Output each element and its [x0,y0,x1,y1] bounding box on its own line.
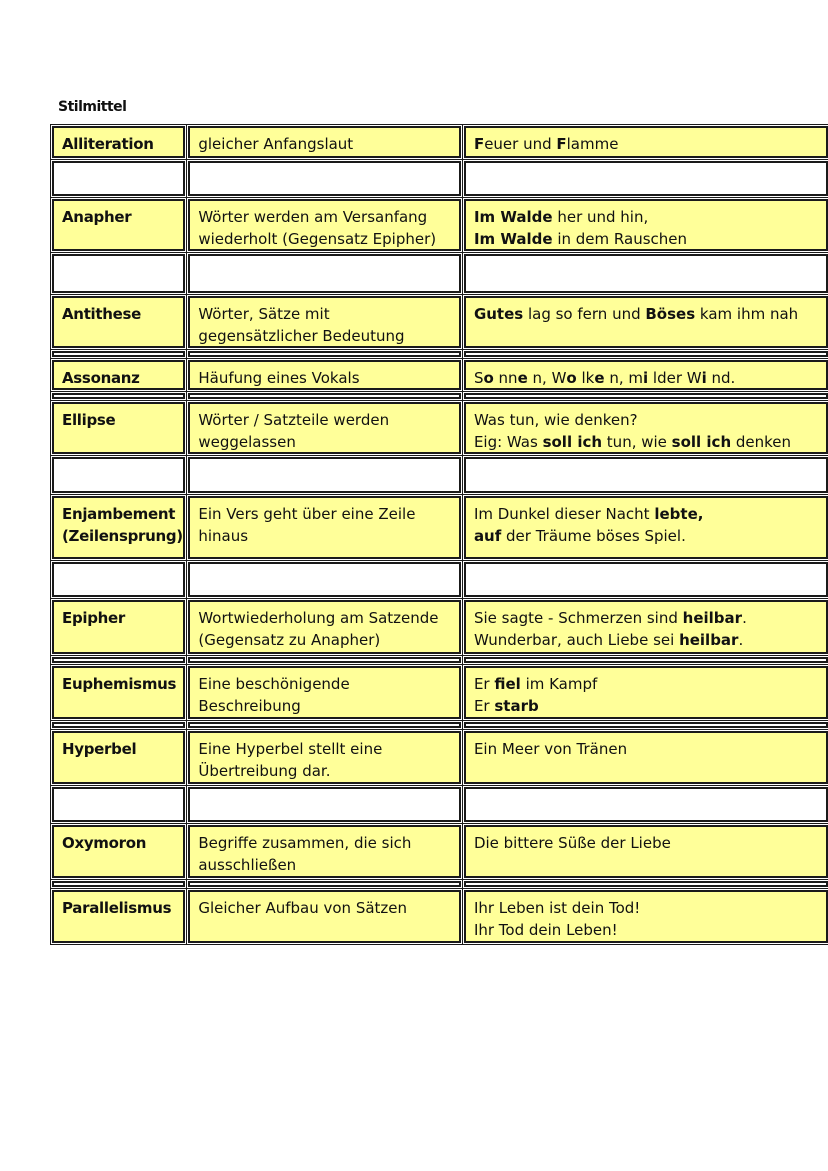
spacer-cell [188,562,461,597]
term-text: Assonanz [62,369,140,387]
spacer-row [52,722,828,728]
example-cell [464,825,828,878]
example-emphasis: i [642,369,649,387]
table-row [52,825,828,878]
spacer-cell [52,722,185,728]
example-text: kam ihm nah [695,305,799,323]
spacer-cell [464,787,828,822]
example-emphasis: o [483,369,494,387]
spacer-cell [464,351,828,357]
example-emphasis: Böses [645,305,696,323]
example-emphasis: heilbar [682,609,743,627]
example-text: nd. [706,369,736,387]
example-text: nn [493,369,518,387]
example-emphasis: Im Walde [473,208,553,226]
example-emphasis: auf [473,527,502,545]
example-text: lamme [566,135,619,153]
term-cell [52,126,185,158]
spacer-cell [52,161,185,196]
spacer-cell [52,254,185,293]
term-cell [52,890,185,943]
description-text: Wörter werden am Versanfang [198,208,428,226]
spacer-cell [188,722,461,728]
spacer-cell [188,161,461,196]
description-text: gegensätzlicher Bedeutung [198,327,405,345]
example-emphasis: e [517,369,528,387]
description-text: Ein Vers geht über eine Zeile [198,505,416,523]
description-text: weggelassen [198,433,296,451]
example-emphasis: soll ich [671,433,732,451]
spacer-row [52,881,828,887]
spacer-cell [52,351,185,357]
description-cell [188,825,461,878]
spacer-cell [52,562,185,597]
description-cell [188,360,461,390]
example-text: tun, wie [602,433,672,451]
example-emphasis: o [566,369,577,387]
table-row [52,126,828,158]
term-cell [52,825,185,878]
term-cell [52,402,185,454]
description-text: Wörter, Sätze mit [198,305,330,323]
example-line [474,525,819,547]
term-text: Antithese [62,305,142,323]
example-text: Wunderbar, auch Liebe sei [473,631,680,649]
term-cell [52,296,185,348]
example-text: Sie sagte - Schmerzen sind [473,609,683,627]
example-line [474,206,819,228]
example-emphasis: i [701,369,707,387]
description-cell [188,496,461,559]
term-text: Epipher [62,609,126,627]
example-cell [464,890,828,943]
spacer-cell [464,254,828,293]
example-emphasis: lebte, [654,505,704,523]
term-cell [52,731,185,784]
description-text: (Gegensatz zu Anapher) [198,631,381,649]
term-text: Hyperbel [62,740,137,758]
example-line [474,409,819,431]
example-line [474,738,819,760]
spacer-cell [52,457,185,493]
example-cell [464,496,828,559]
term-text: (Zeilensprung) [62,527,183,545]
description-cell [188,666,461,719]
spacer-cell [52,787,185,822]
example-line [474,607,819,629]
example-text: lk [576,369,595,387]
example-cell [464,126,828,158]
example-cell [464,731,828,784]
example-line [474,629,819,651]
spacer-cell [464,881,828,887]
example-text: lder W [648,369,702,387]
example-line [474,695,819,717]
example-text: im Kampf [520,675,598,693]
description-cell [188,199,461,251]
description-cell [188,731,461,784]
description-cell [188,600,461,654]
description-cell [188,126,461,158]
spacer-cell [464,393,828,399]
example-emphasis: starb [494,697,539,715]
example-text: denken [731,433,792,451]
term-text: Euphemismus [62,675,177,693]
term-cell [52,199,185,251]
example-emphasis: heilbar [679,631,739,649]
example-line [474,673,819,695]
spacer-cell [188,457,461,493]
example-emphasis: e [594,369,605,387]
table-row [52,666,828,719]
example-text: Ihr Leben ist dein Tod! [473,899,641,917]
spacer-cell [464,657,828,663]
example-text: . [742,609,747,627]
description-text: Beschreibung [198,697,301,715]
example-cell [464,296,828,348]
example-text: in dem Rauschen [552,230,687,248]
description-text: gleicher Anfangslaut [198,135,354,153]
example-line [474,897,819,919]
example-cell [464,600,828,654]
example-cell [464,199,828,251]
table-row [52,890,828,943]
spacer-cell [188,393,461,399]
example-line [474,228,819,250]
table-row [52,496,828,559]
example-cell [464,666,828,719]
term-cell [52,666,185,719]
description-text: Wörter / Satzteile werden [198,411,390,429]
term-cell [52,600,185,654]
description-cell [188,296,461,348]
spacer-cell [52,393,185,399]
stilmittel-table [52,126,828,946]
example-text: Er [473,675,495,693]
table-row [52,296,828,348]
spacer-cell [188,881,461,887]
example-emphasis: fiel [494,675,521,693]
description-text: Eine beschönigende [198,675,350,693]
table-row [52,360,828,390]
term-text: Oxymoron [62,834,147,852]
example-emphasis: Im Walde [473,230,553,248]
term-text: Ellipse [62,411,116,429]
example-text: Ihr Tod dein Leben! [473,921,618,939]
example-text: Er [473,697,495,715]
description-text: ausschließen [198,856,297,874]
spacer-cell [188,254,461,293]
description-text: Gleicher Aufbau von Sätzen [198,899,408,917]
spacer-cell [464,722,828,728]
example-text: n, m [604,369,643,387]
page-title: Stilmittel [58,99,127,115]
spacer-cell [188,657,461,663]
table-row [52,600,828,654]
table-row [52,402,828,454]
example-text: . [738,631,744,649]
description-text: Begriffe zusammen, die sich [198,834,412,852]
example-line [474,919,819,941]
spacer-cell [464,562,828,597]
table-row [52,199,828,251]
spacer-row [52,254,828,293]
table-row [52,731,828,784]
description-text: Eine Hyperbel stellt eine [198,740,383,758]
spacer-cell [464,161,828,196]
spacer-cell [464,457,828,493]
spacer-cell [188,351,461,357]
spacer-row [52,562,828,597]
example-text: S [473,369,484,387]
description-text: Wortwiederholung am Satzende [198,609,439,627]
description-text: Übertreibung dar. [198,762,331,780]
term-text: Anapher [62,208,132,226]
example-line [474,303,819,325]
term-cell [52,360,185,390]
description-cell [188,402,461,454]
example-text: Ein Meer von Tränen [473,740,628,758]
spacer-row [52,351,828,357]
example-line [474,832,819,854]
spacer-cell [52,881,185,887]
term-text: Enjambement [62,505,176,523]
spacer-row [52,657,828,663]
description-text: Häufung eines Vokals [198,369,360,387]
example-emphasis: F [473,135,485,153]
example-emphasis: Gutes [473,305,524,323]
spacer-row [52,457,828,493]
example-text: n, W [527,369,567,387]
description-text: wiederholt (Gegensatz Epipher) [198,230,437,248]
example-text: Eig: Was [473,433,543,451]
spacer-row [52,787,828,822]
example-cell [464,360,828,390]
example-emphasis: soll ich [542,433,603,451]
example-text: Die bittere Süße der Liebe [473,834,671,852]
example-text: her und hin, [552,208,649,226]
example-line [474,431,819,453]
example-line [474,367,819,389]
example-line [474,133,819,155]
example-text: lag so fern und [523,305,646,323]
example-line [474,503,819,525]
term-text: Parallelismus [62,899,172,917]
example-cell [464,402,828,454]
term-text: Alliteration [62,135,154,153]
example-emphasis: F [556,135,567,153]
description-cell [188,890,461,943]
spacer-cell [52,657,185,663]
spacer-cell [188,787,461,822]
spacer-row [52,161,828,196]
description-text: hinaus [198,527,249,545]
example-text: euer und [484,135,557,153]
example-text: der Träume böses Spiel. [501,527,686,545]
spacer-row [52,393,828,399]
term-cell [52,496,185,559]
example-text: Was tun, wie denken? [473,411,638,429]
example-text: Im Dunkel dieser Nacht [473,505,655,523]
